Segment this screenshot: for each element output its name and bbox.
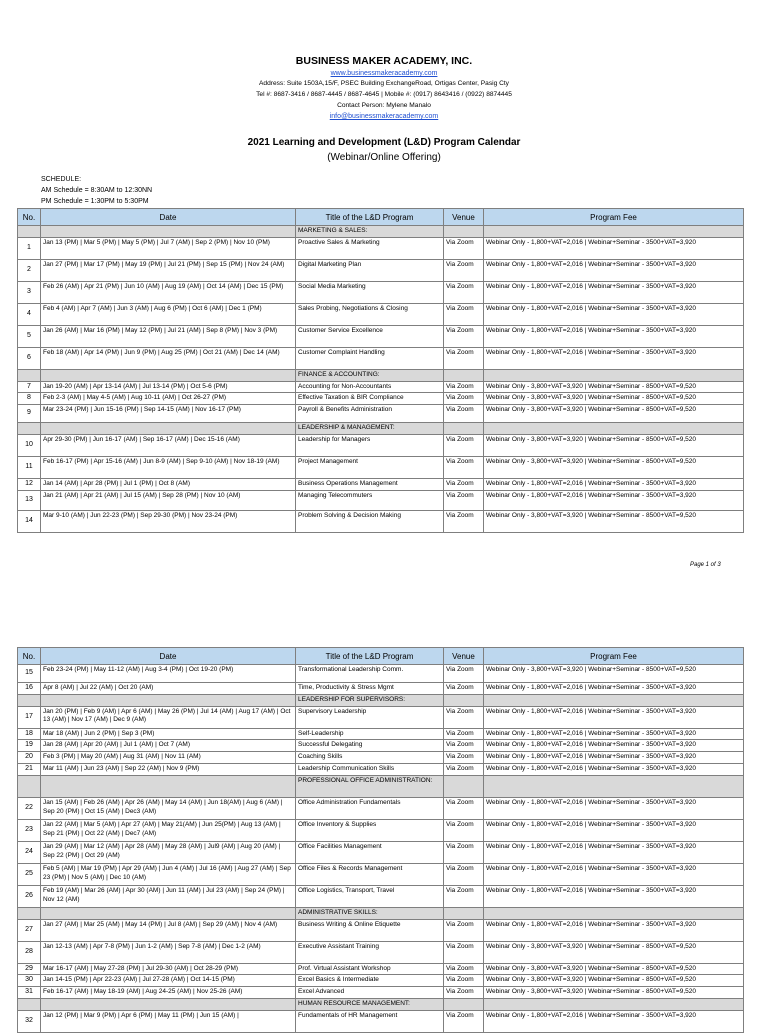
row-fee: Webinar Only - 1,800+VAT=2,016 | Webinar+Seminar - 3500+VAT=3,920	[484, 478, 744, 490]
row-fee: Webinar Only - 1,800+VAT=2,016 | Webinar+Seminar - 3500+VAT=3,920	[484, 347, 744, 369]
row-venue: Via Zoom	[444, 752, 484, 764]
table-row	[18, 752, 744, 764]
row-program-title: Social Media Marketing	[296, 281, 444, 303]
row-venue: Via Zoom	[444, 941, 484, 963]
row-fee: Webinar Only - 1,800+VAT=2,016 | Webinar+Seminar - 3500+VAT=3,920	[484, 797, 744, 819]
row-program-title: Customer Complaint Handling	[296, 347, 444, 369]
section-blank-cell	[444, 226, 484, 238]
row-program-title: Time, Productivity & Stress Mgmt	[296, 683, 444, 695]
section-blank-cell	[18, 226, 41, 238]
row-fee: Webinar Only - 1,800+VAT=2,016 | Webinar+Seminar - 3500+VAT=3,920	[484, 325, 744, 347]
row-venue: Via Zoom	[444, 393, 484, 405]
section-blank-cell	[484, 369, 744, 381]
row-number: 17	[18, 706, 41, 728]
section-blank-cell	[18, 369, 41, 381]
table-row	[18, 490, 744, 510]
row-dates: Jan 22 (AM) | Mar 5 (AM) | Apr 27 (AM) | May 21(AM) | Jun 25(PM) | Aug 13 (AM) | Sep 21 (PM) | Oct 22 (AM) | Dec7 (AM)	[41, 819, 296, 841]
row-dates: Jan 15 (AM) | Feb 26 (AM) | Apr 26 (AM) | May 14 (AM) | Jun 18(AM) | Aug 6 (AM) | Sep 20 (PM) | Oct 15 (AM) | Dec3 (AM)	[41, 797, 296, 819]
row-number: 18	[18, 728, 41, 740]
row-venue: Via Zoom	[444, 434, 484, 456]
table-row	[18, 381, 744, 393]
table-row	[18, 706, 744, 728]
row-venue: Via Zoom	[444, 303, 484, 325]
table-row	[18, 797, 744, 819]
table-row	[18, 237, 744, 259]
row-dates: Jan 27 (AM) | Mar 25 (AM) | May 14 (PM) | Jul 8 (AM) | Sep 29 (AM) | Nov 4 (AM)	[41, 919, 296, 941]
section-blank-cell	[444, 423, 484, 435]
row-number: 13	[18, 490, 41, 510]
row-dates: Jan 27 (PM) | Mar 17 (PM) | May 19 (PM) | Jul 21 (PM) | Sep 15 (PM) | Nov 24 (AM)	[41, 259, 296, 281]
row-fee: Webinar Only - 1,800+VAT=2,016 | Webinar+Seminar - 3500+VAT=3,920	[484, 885, 744, 907]
table-row	[18, 434, 744, 456]
section-title: LEADERSHIP & MANAGEMENT:	[296, 423, 444, 435]
section-blank-cell	[444, 775, 484, 797]
row-fee: Webinar Only - 1,800+VAT=2,016 | Webinar+Seminar - 3500+VAT=3,920	[484, 841, 744, 863]
section-blank-cell	[484, 998, 744, 1010]
row-number: 29	[18, 963, 41, 975]
row-program-title: Office Inventory & Supplies	[296, 819, 444, 841]
row-dates: Jan 12 (PM) | Mar 9 (PM) | Apr 6 (PM) | May 11 (PM) | Jun 15 (AM) |	[41, 1010, 296, 1032]
row-venue: Via Zoom	[444, 281, 484, 303]
row-program-title: Managing Telecommuters	[296, 490, 444, 510]
row-venue: Via Zoom	[444, 885, 484, 907]
section-row	[18, 998, 744, 1010]
section-blank-cell	[484, 775, 744, 797]
row-dates: Feb 26 (AM) | Apr 21 (PM) | Jun 10 (AM) | Aug 19 (AM) | Oct 14 (AM) | Dec 15 (PM)	[41, 281, 296, 303]
row-fee: Webinar Only - 1,800+VAT=2,016 | Webinar+Seminar - 3500+VAT=3,920	[484, 706, 744, 728]
row-program-title: Office Files & Records Management	[296, 863, 444, 885]
section-row	[18, 907, 744, 919]
row-number: 20	[18, 752, 41, 764]
row-program-title: Office Facilities Management	[296, 841, 444, 863]
calendar-subtitle: (Webinar/Online Offering)	[327, 152, 441, 163]
row-dates: Feb 16-17 (PM) | Apr 15-16 (AM) | Jun 8-9 (AM) | Sep 9-10 (AM) | Nov 18-19 (AM)	[41, 456, 296, 478]
section-blank-cell	[484, 226, 744, 238]
row-number: 14	[18, 510, 41, 532]
row-venue: Via Zoom	[444, 259, 484, 281]
table-row	[18, 963, 744, 975]
row-number: 19	[18, 740, 41, 752]
section-blank-cell	[18, 998, 41, 1010]
row-number: 7	[18, 381, 41, 393]
row-dates: Jan 28 (AM) | Apr 20 (AM) | Jul 1 (AM) | Oct 7 (AM)	[41, 740, 296, 752]
row-number: 32	[18, 1010, 41, 1032]
row-dates: Feb 23-24 (PM) | May 11-12 (AM) | Aug 3-4 (PM) | Oct 19-20 (PM)	[41, 665, 296, 683]
row-dates: Jan 29 (AM) | Mar 12 (AM) | Apr 28 (AM) | May 28 (AM) | Jul9 (AM) | Aug 20 (AM) | Sep 22 (PM) | Oct 29 (AM)	[41, 841, 296, 863]
col-header-fee: Program Fee	[484, 648, 744, 665]
row-program-title: Customer Service Excellence	[296, 325, 444, 347]
row-venue: Via Zoom	[444, 863, 484, 885]
row-program-title: Excel Basics & Intermediate	[296, 975, 444, 987]
col-header-date: Date	[41, 648, 296, 665]
row-fee: Webinar Only - 1,800+VAT=2,016 | Webinar+Seminar - 3500+VAT=3,920	[484, 303, 744, 325]
section-blank-cell	[444, 998, 484, 1010]
row-dates: Feb 5 (AM) | Mar 19 (PM) | Apr 29 (AM) | Jun 4 (AM) | Jul 16 (AM) | Aug 27 (AM) | Sep 23 (PM) | Nov 5 (AM) | Dec 10 (AM)	[41, 863, 296, 885]
table-row	[18, 885, 744, 907]
row-venue: Via Zoom	[444, 763, 484, 775]
section-row	[18, 694, 744, 706]
col-header-no: No.	[18, 209, 41, 226]
col-header-title: Title of the L&D Program	[296, 209, 444, 226]
row-venue: Via Zoom	[444, 919, 484, 941]
row-venue: Via Zoom	[444, 683, 484, 695]
row-dates: Feb 19 (AM) | Mar 26 (AM) | Apr 30 (AM) | Jun 11 (AM) | Jul 23 (AM) | Sep 24 (PM) | Nov 12 (AM)	[41, 885, 296, 907]
col-header-date: Date	[41, 209, 296, 226]
row-fee: Webinar Only - 1,800+VAT=2,016 | Webinar+Seminar - 3500+VAT=3,920	[484, 863, 744, 885]
row-venue: Via Zoom	[444, 325, 484, 347]
row-dates: Jan 21 (AM) | Apr 21 (AM) | Jul 15 (AM) | Sep 28 (PM) | Nov 10 (AM)	[41, 490, 296, 510]
row-program-title: Business Operations Management	[296, 478, 444, 490]
row-number: 23	[18, 819, 41, 841]
row-dates: Feb 4 (AM) | Apr 7 (AM) | Jun 3 (AM) | Aug 6 (PM) | Oct 6 (AM) | Dec 1 (PM)	[41, 303, 296, 325]
email-link[interactable]: info@businessmakeracademy.com	[329, 113, 439, 120]
table-row	[18, 987, 744, 999]
row-number: 3	[18, 281, 41, 303]
section-blank-cell	[41, 423, 296, 435]
row-dates: Jan 13 (PM) | Mar 5 (PM) | May 5 (PM) | Jul 7 (AM) | Sep 2 (PM) | Nov 10 (PM)	[41, 237, 296, 259]
table-row	[18, 975, 744, 987]
table-row	[18, 763, 744, 775]
row-number: 8	[18, 393, 41, 405]
section-blank-cell	[484, 907, 744, 919]
row-dates: Mar 16-17 (AM) | May 27-28 (PM) | Jul 29-30 (AM) | Oct 28-29 (PM)	[41, 963, 296, 975]
row-program-title: Coaching Skills	[296, 752, 444, 764]
row-program-title: Fundamentals of HR Management	[296, 1010, 444, 1032]
row-dates: Jan 14-15 (PM) | Apr 22-23 (AM) | Jul 27-28 (AM) | Oct 14-15 (PM)	[41, 975, 296, 987]
table-row	[18, 1010, 744, 1032]
table-row	[18, 347, 744, 369]
table-row	[18, 819, 744, 841]
section-blank-cell	[444, 369, 484, 381]
section-blank-cell	[18, 907, 41, 919]
row-program-title: Office Logistics, Transport, Travel	[296, 885, 444, 907]
row-dates: Feb 18 (AM) | Apr 14 (PM) | Jun 9 (PM) | Aug 25 (PM) | Oct 21 (AM) | Dec 14 (AM)	[41, 347, 296, 369]
table-row	[18, 281, 744, 303]
row-venue: Via Zoom	[444, 665, 484, 683]
row-dates: Jan 12-13 (AM) | Apr 7-8 (PM) | Jun 1-2 (AM) | Sep 7-8 (AM) | Dec 1-2 (AM)	[41, 941, 296, 963]
row-program-title: Payroll & Benefits Administration	[296, 405, 444, 423]
row-fee: Webinar Only - 3,800+VAT=3,920 | Webinar+Seminar - 8500+VAT=9,520	[484, 941, 744, 963]
address-line: Address: Suite 1503A,15/F, PSEC Building ExchangeRoad, Ortigas Center, Pasig Cty	[259, 80, 509, 87]
table-row	[18, 510, 744, 532]
row-dates: Jan 20 (PM) | Feb 9 (AM) | Apr 6 (AM) | May 26 (PM) | Jul 14 (AM) | Aug 17 (AM) | Oct 13 (AM) | Nov 17 (AM) | Dec 9 (AM)	[41, 706, 296, 728]
row-number: 16	[18, 683, 41, 695]
row-fee: Webinar Only - 1,800+VAT=2,016 | Webinar+Seminar - 3500+VAT=3,920	[484, 919, 744, 941]
section-title: FINANCE & ACCOUNTING:	[296, 369, 444, 381]
col-header-no: No.	[18, 648, 41, 665]
row-dates: Feb 16-17 (AM) | May 18-19 (AM) | Aug 24-25 (AM) | Nov 25-26 (AM)	[41, 987, 296, 999]
row-program-title: Digital Marketing Plan	[296, 259, 444, 281]
row-number: 25	[18, 863, 41, 885]
table-row	[18, 303, 744, 325]
row-fee: Webinar Only - 1,800+VAT=2,016 | Webinar+Seminar - 3500+VAT=3,920	[484, 259, 744, 281]
row-venue: Via Zoom	[444, 490, 484, 510]
row-fee: Webinar Only - 1,800+VAT=2,016 | Webinar+Seminar - 3500+VAT=3,920	[484, 819, 744, 841]
section-blank-cell	[41, 369, 296, 381]
row-program-title: Transformational Leadership Comm.	[296, 665, 444, 683]
row-venue: Via Zoom	[444, 963, 484, 975]
section-title: LEADERSHIP FOR SUPERVISORS:	[296, 694, 444, 706]
row-dates: Feb 3 (PM) | May 20 (AM) | Aug 31 (AM) | Nov 11 (AM)	[41, 752, 296, 764]
section-blank-cell	[41, 998, 296, 1010]
table-row	[18, 941, 744, 963]
row-fee: Webinar Only - 1,800+VAT=2,016 | Webinar+Seminar - 3500+VAT=3,920	[484, 281, 744, 303]
table-row	[18, 405, 744, 423]
section-title: PROFESSIONAL OFFICE ADMINISTRATION:	[296, 775, 444, 797]
row-venue: Via Zoom	[444, 405, 484, 423]
section-title: HUMAN RESOURCE MANAGEMENT:	[296, 998, 444, 1010]
row-dates: Apr 8 (AM) | Jul 22 (AM) | Oct 20 (AM)	[41, 683, 296, 695]
row-number: 9	[18, 405, 41, 423]
row-venue: Via Zoom	[444, 728, 484, 740]
row-dates: Mar 9-10 (AM) | Jun 22-23 (PM) | Sep 29-30 (PM) | Nov 23-24 (PM)	[41, 510, 296, 532]
row-program-title: Excel Advanced	[296, 987, 444, 999]
row-fee: Webinar Only - 3,800+VAT=3,920 | Webinar+Seminar - 8500+VAT=9,520	[484, 665, 744, 683]
row-venue: Via Zoom	[444, 478, 484, 490]
table-row	[18, 683, 744, 695]
row-venue: Via Zoom	[444, 975, 484, 987]
row-fee: Webinar Only - 1,800+VAT=2,016 | Webinar+Seminar - 3500+VAT=3,920	[484, 740, 744, 752]
row-dates: Mar 23-24 (PM) | Jun 15-16 (PM) | Sep 14-15 (AM) | Nov 16-17 (PM)	[41, 405, 296, 423]
row-fee: Webinar Only - 3,800+VAT=3,920 | Webinar+Seminar - 8500+VAT=9,520	[484, 434, 744, 456]
row-dates: Apr 29-30 (PM) | Jun 16-17 (AM) | Sep 16-17 (AM) | Dec 15-16 (AM)	[41, 434, 296, 456]
row-fee: Webinar Only - 3,800+VAT=3,920 | Webinar+Seminar - 8500+VAT=9,520	[484, 510, 744, 532]
row-program-title: Executive Assistant Training	[296, 941, 444, 963]
row-fee: Webinar Only - 1,800+VAT=2,016 | Webinar+Seminar - 3500+VAT=3,920	[484, 752, 744, 764]
row-program-title: Project Management	[296, 456, 444, 478]
row-venue: Via Zoom	[444, 1010, 484, 1032]
row-number: 21	[18, 763, 41, 775]
company-name: BUSINESS MAKER ACADEMY, INC.	[295, 55, 473, 67]
row-venue: Via Zoom	[444, 797, 484, 819]
col-header-venue: Venue	[444, 648, 484, 665]
row-number: 30	[18, 975, 41, 987]
row-venue: Via Zoom	[444, 237, 484, 259]
phone-line: Tel #: 8687-3416 / 8687-4445 / 8687-4645 | Mobile #: (0917) 8643416 / (0922) 8874445	[256, 91, 512, 98]
section-blank-cell	[41, 907, 296, 919]
section-blank-cell	[18, 694, 41, 706]
section-title: ADMINISTRATIVE SKILLS:	[296, 907, 444, 919]
row-fee: Webinar Only - 3,800+VAT=3,920 | Webinar+Seminar - 8500+VAT=9,520	[484, 381, 744, 393]
row-number: 31	[18, 987, 41, 999]
row-fee: Webinar Only - 1,800+VAT=2,016 | Webinar+Seminar - 3500+VAT=3,920	[484, 683, 744, 695]
row-number: 24	[18, 841, 41, 863]
am-schedule: AM Schedule = 8:30AM to 12:30NN	[41, 187, 153, 194]
row-fee: Webinar Only - 1,800+VAT=2,016 | Webinar+Seminar - 3500+VAT=3,920	[484, 237, 744, 259]
section-blank-cell	[18, 423, 41, 435]
col-header-fee: Program Fee	[484, 209, 744, 226]
row-dates: Mar 11 (AM) | Jun 23 (AM) | Sep 22 (AM) | Nov 9 (PM)	[41, 763, 296, 775]
row-program-title: Proactive Sales & Marketing	[296, 237, 444, 259]
row-program-title: Leadership Communication Skills	[296, 763, 444, 775]
col-header-title: Title of the L&D Program	[296, 648, 444, 665]
row-number: 5	[18, 325, 41, 347]
pm-schedule: PM Schedule = 1:30PM to 5:30PM	[41, 198, 149, 205]
section-title: MARKETING & SALES:	[296, 226, 444, 238]
row-venue: Via Zoom	[444, 706, 484, 728]
row-dates: Feb 2-3 (AM) | May 4-5 (AM) | Aug 10-11 (AM) | Oct 26-27 (PM)	[41, 393, 296, 405]
row-number: 28	[18, 941, 41, 963]
row-program-title: Successful Delegating	[296, 740, 444, 752]
row-number: 4	[18, 303, 41, 325]
table-row	[18, 478, 744, 490]
row-venue: Via Zoom	[444, 381, 484, 393]
row-venue: Via Zoom	[444, 819, 484, 841]
section-row	[18, 775, 744, 797]
table-row	[18, 259, 744, 281]
row-fee: Webinar Only - 1,800+VAT=2,016 | Webinar+Seminar - 3500+VAT=3,920	[484, 728, 744, 740]
row-program-title: Leadership for Managers	[296, 434, 444, 456]
row-program-title: Prof. Virtual Assistant Workshop	[296, 963, 444, 975]
row-dates: Jan 26 (AM) | Mar 16 (PM) | May 12 (PM) | Jul 21 (AM) | Sep 8 (PM) | Nov 3 (PM)	[41, 325, 296, 347]
calendar-title: 2021 Learning and Development (L&D) Program Calendar	[247, 137, 521, 148]
contact-person: Contact Person: Mylene Manalo	[337, 102, 431, 109]
table-row	[18, 728, 744, 740]
table-row	[18, 456, 744, 478]
row-fee: Webinar Only - 1,800+VAT=2,016 | Webinar+Seminar - 3500+VAT=3,920	[484, 763, 744, 775]
program-table-page-2	[17, 647, 744, 1033]
row-number: 22	[18, 797, 41, 819]
row-number: 1	[18, 237, 41, 259]
section-row	[18, 423, 744, 435]
row-venue: Via Zoom	[444, 510, 484, 532]
row-venue: Via Zoom	[444, 987, 484, 999]
row-venue: Via Zoom	[444, 841, 484, 863]
row-program-title: Sales Probing, Negotiations & Closing	[296, 303, 444, 325]
table-row	[18, 665, 744, 683]
section-blank-cell	[18, 775, 41, 797]
section-blank-cell	[484, 694, 744, 706]
row-program-title: Self-Leadership	[296, 728, 444, 740]
row-program-title: Supervisory Leadership	[296, 706, 444, 728]
row-number: 27	[18, 919, 41, 941]
section-row	[18, 226, 744, 238]
section-blank-cell	[41, 775, 296, 797]
row-fee: Webinar Only - 3,800+VAT=3,920 | Webinar+Seminar - 8500+VAT=9,520	[484, 393, 744, 405]
section-blank-cell	[444, 694, 484, 706]
table-row	[18, 393, 744, 405]
row-dates: Jan 14 (AM) | Apr 28 (PM) | Jul 1 (PM) | Oct 8 (AM)	[41, 478, 296, 490]
row-program-title: Accounting for Non-Accountants	[296, 381, 444, 393]
row-number: 11	[18, 456, 41, 478]
table-row	[18, 841, 744, 863]
row-number: 2	[18, 259, 41, 281]
row-fee: Webinar Only - 1,800+VAT=2,016 | Webinar+Seminar - 3500+VAT=3,920	[484, 1010, 744, 1032]
row-number: 12	[18, 478, 41, 490]
row-fee: Webinar Only - 3,800+VAT=3,920 | Webinar+Seminar - 8500+VAT=9,520	[484, 963, 744, 975]
row-venue: Via Zoom	[444, 347, 484, 369]
row-number: 6	[18, 347, 41, 369]
program-table-page-1	[17, 208, 744, 533]
row-number: 15	[18, 665, 41, 683]
section-blank-cell	[41, 226, 296, 238]
section-blank-cell	[444, 907, 484, 919]
row-venue: Via Zoom	[444, 740, 484, 752]
row-program-title: Business Writing & Online Etiquette	[296, 919, 444, 941]
row-fee: Webinar Only - 3,800+VAT=3,920 | Webinar+Seminar - 8500+VAT=9,520	[484, 405, 744, 423]
row-fee: Webinar Only - 1,800+VAT=2,016 | Webinar+Seminar - 3500+VAT=3,920	[484, 490, 744, 510]
row-dates: Mar 18 (AM) | Jun 2 (PM) | Sep 3 (PM)	[41, 728, 296, 740]
col-header-venue: Venue	[444, 209, 484, 226]
row-number: 10	[18, 434, 41, 456]
table-row	[18, 325, 744, 347]
row-fee: Webinar Only - 3,800+VAT=3,920 | Webinar+Seminar - 8500+VAT=9,520	[484, 975, 744, 987]
website-link[interactable]: www.businessmakeracademy.com	[330, 70, 438, 77]
section-row	[18, 369, 744, 381]
row-number: 26	[18, 885, 41, 907]
row-fee: Webinar Only - 3,800+VAT=3,920 | Webinar+Seminar - 8500+VAT=9,520	[484, 987, 744, 999]
section-blank-cell	[484, 423, 744, 435]
page-number: Page 1 of 3	[690, 562, 721, 568]
table-row	[18, 740, 744, 752]
row-venue: Via Zoom	[444, 456, 484, 478]
row-program-title: Office Administration Fundamentals	[296, 797, 444, 819]
row-program-title: Effective Taxation & BIR Compliance	[296, 393, 444, 405]
section-blank-cell	[41, 694, 296, 706]
schedule-label: SCHEDULE:	[41, 176, 82, 183]
row-fee: Webinar Only - 3,800+VAT=3,920 | Webinar+Seminar - 8500+VAT=9,520	[484, 456, 744, 478]
table-row	[18, 919, 744, 941]
row-program-title: Problem Solving & Decision Making	[296, 510, 444, 532]
row-dates: Jan 19-20 (AM) | Apr 13-14 (AM) | Jul 13-14 (PM) | Oct 5-6 (PM)	[41, 381, 296, 393]
table-row	[18, 863, 744, 885]
